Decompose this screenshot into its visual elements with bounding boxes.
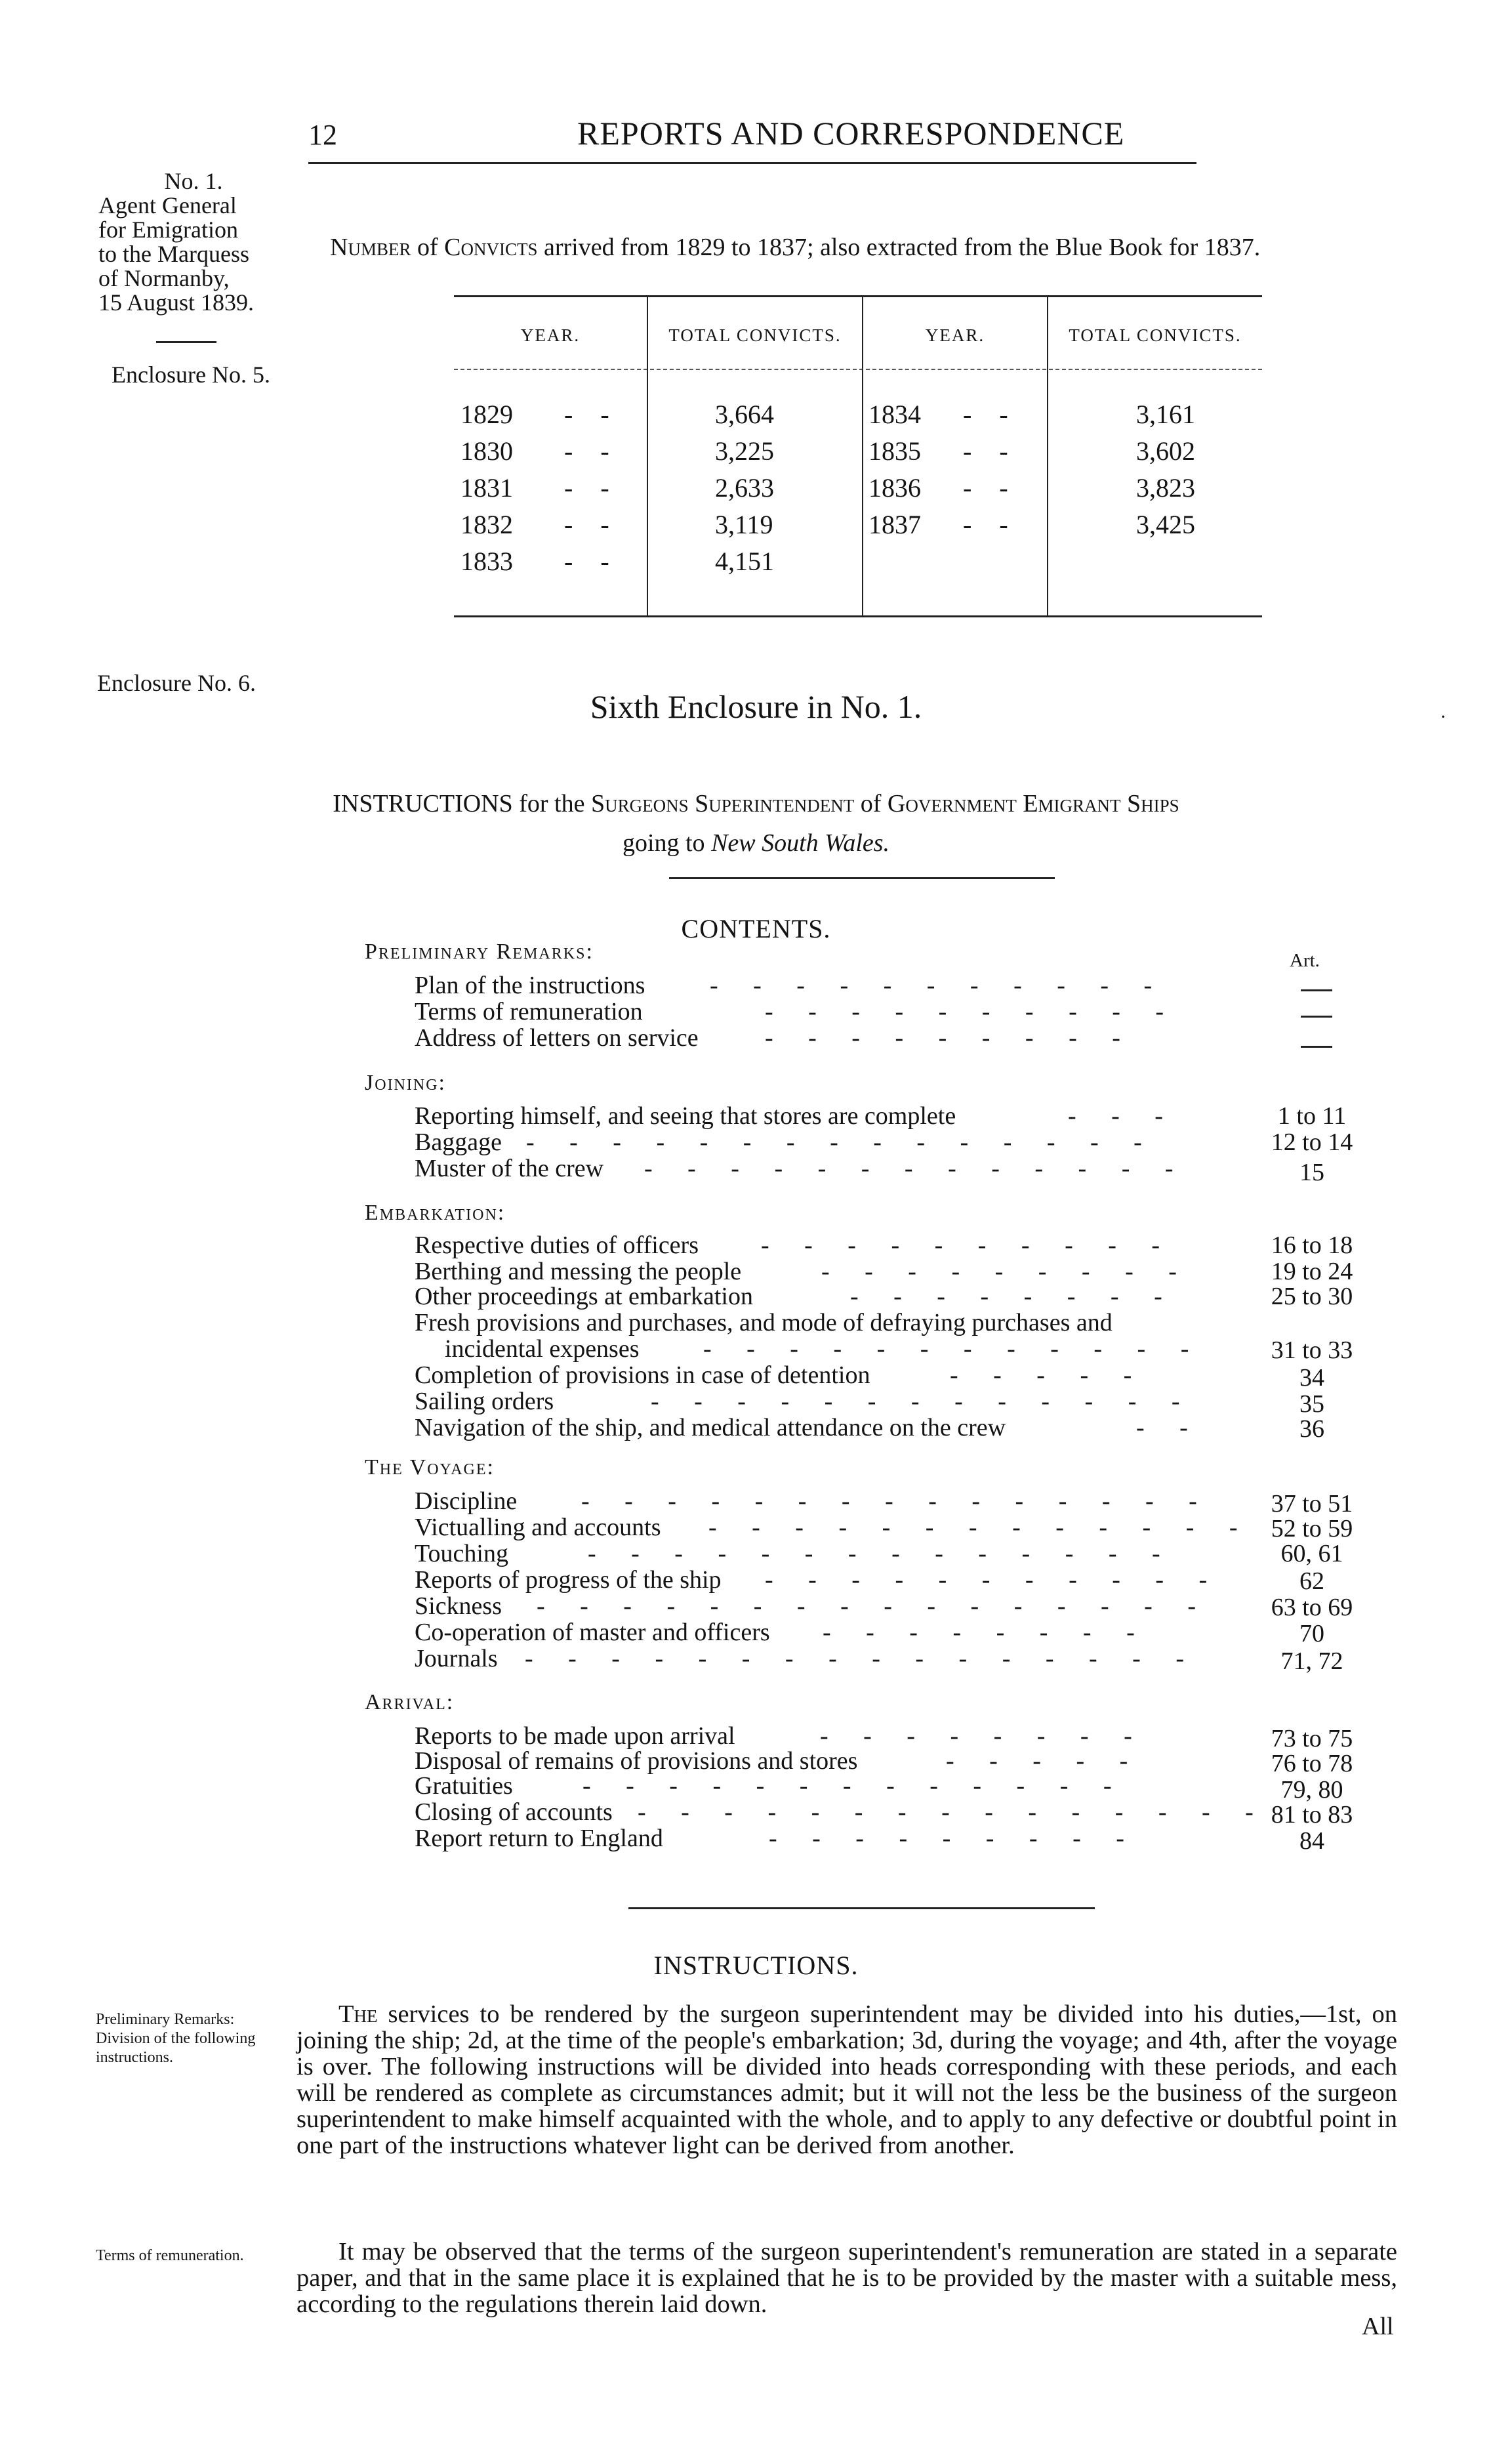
running-title: REPORTS AND CORRESPONDENCE <box>577 115 1125 152</box>
row-dashes: - - <box>564 436 620 466</box>
toc-leader: - - - - - - - - - - - - - - <box>588 1540 1175 1567</box>
section-arrival: Arrival: <box>365 1690 455 1714</box>
row-total: 3,425 <box>1136 510 1195 539</box>
col-header-year: YEAR. <box>520 325 581 345</box>
enclosure-title: Sixth Enclosure in No. 1. <box>590 688 922 725</box>
section-joining: Joining: <box>365 1071 446 1095</box>
row-total: 3,119 <box>715 510 773 539</box>
row-year: 1835 <box>868 436 921 466</box>
title-part: for the <box>512 790 591 817</box>
row-total: 3,602 <box>1136 436 1195 466</box>
toc-leader: - - - - - - - - <box>820 1722 1147 1750</box>
toc-item: Navigation of the ship, and medical attendance on the crew <box>415 1414 1006 1441</box>
row-year: 1831 <box>460 473 513 503</box>
toc-leader: - - - - - - - - - - - - - - - <box>638 1798 1268 1826</box>
toc-leader: - - - - - - - - - - - - - - - <box>526 1128 1156 1156</box>
toc-item: Journals <box>415 1645 498 1672</box>
toc-leader: - - - - - - - - <box>850 1283 1177 1310</box>
toc-item: Sickness <box>415 1592 502 1620</box>
toc-item: Other proceedings at embarkation <box>415 1283 753 1310</box>
toc-leader: - - - - - - - - - - - - - - - <box>581 1487 1212 1515</box>
toc-leader: - - - - - - - - - <box>821 1258 1191 1285</box>
toc-item: Gratuities <box>415 1772 513 1800</box>
toc-item: Reports of progress of the ship <box>415 1566 722 1594</box>
art-dash <box>1301 989 1332 991</box>
row-dashes: - - <box>564 547 620 576</box>
row-year: 1837 <box>868 510 921 539</box>
toc-leader: - - - - - - - - - - - - - <box>651 1388 1195 1415</box>
toc-leader: - - - - - - - - - - - - - <box>582 1772 1126 1800</box>
toc-leader: - - - - - <box>946 1747 1143 1775</box>
row-dashes: - - <box>564 400 620 429</box>
margin-line: 15 August 1839. <box>98 289 255 316</box>
row-year: 1834 <box>868 400 921 429</box>
side-note-preliminary <box>96 2010 255 2067</box>
toc-item-continued: incidental expenses <box>445 1335 640 1363</box>
enclosure-5-label: Enclosure No. 5. <box>112 362 270 388</box>
table-caption <box>330 233 1260 262</box>
toc-item: Reporting himself, and seeing that stores are complete <box>415 1102 956 1130</box>
caption-number: Number <box>330 234 411 261</box>
toc-art-ref: 79, 80 <box>1280 1776 1343 1804</box>
section-embarkation: Embarkation: <box>365 1201 506 1225</box>
toc-art-ref: 15 <box>1299 1159 1324 1186</box>
toc-item: Address of letters on service <box>415 1024 699 1052</box>
toc-art-ref: 71, 72 <box>1280 1647 1343 1675</box>
toc-art-ref: 34 <box>1299 1364 1324 1392</box>
row-year: 1829 <box>460 400 513 429</box>
art-column-label: Art. <box>1290 950 1320 971</box>
table-header-rule <box>454 369 1262 370</box>
section-divider <box>628 1907 1095 1909</box>
toc-art-ref: 1 to 11 <box>1277 1102 1347 1130</box>
toc-leader: - - - - - - - - - - - <box>765 1566 1222 1594</box>
toc-art-ref: 76 to 78 <box>1271 1750 1353 1777</box>
side-note-line: Preliminary Remarks: <box>96 2011 235 2028</box>
row-year: 1832 <box>460 510 513 539</box>
row-dashes: - - <box>963 436 1019 466</box>
header-rule <box>308 162 1196 164</box>
toc-leader: - - - - - - - - - - - - <box>703 1335 1204 1363</box>
toc-item: Muster of the crew <box>415 1155 604 1182</box>
para1-text: services to be rendered by the surgeon superintendent may be divided into his duties,—1st, on joining the ship; 2d, at the time of the people's embarkation; 3d, during the voyage; and 4th, after the voyage is over. The following instructions will be divided into heads corresponding with these periods, and each will be rendered as complete as circumstances admit; but it will not the less be the business of the surgeon superintendent to make himself acquainted with the whole, and to apply to any defective or doubtful point in one part of the instructions whatever light can be derived from another. <box>296 2000 1397 2159</box>
margin-line: Agent General <box>98 192 237 218</box>
row-year: 1833 <box>460 547 513 576</box>
toc-item: Reports to be made upon arrival <box>415 1722 735 1750</box>
paragraph-2: It may be observed that the terms of the surgeon superintendent's remuneration are stated in a separate paper, and that in the same place it is explained that he is to be provided by the master with a suitable mess, according to the regulations therein laid down. <box>296 2238 1397 2318</box>
title-part: Surgeons Superintendent <box>590 790 855 817</box>
toc-art-ref: 70 <box>1299 1620 1324 1647</box>
col-header-total: TOTAL CONVICTS. <box>1069 325 1242 345</box>
toc-item: Respective duties of officers <box>415 1231 699 1259</box>
toc-art-ref: 19 to 24 <box>1271 1258 1353 1285</box>
row-total: 3,664 <box>715 400 774 429</box>
row-year: 1836 <box>868 473 921 503</box>
toc-art-ref: 73 to 75 <box>1271 1725 1353 1752</box>
instructions-title <box>0 784 1512 863</box>
caption-rest: arrived from 1829 to 1837; also extracted from the Blue Book for 1837. <box>537 234 1261 261</box>
row-dashes: - - <box>963 473 1019 503</box>
row-dashes: - - <box>963 510 1019 539</box>
toc-art-ref: 63 to 69 <box>1271 1594 1353 1621</box>
toc-art-ref: 60, 61 <box>1280 1540 1343 1567</box>
toc-item: Discipline <box>415 1487 518 1515</box>
row-dashes: - - <box>564 510 620 539</box>
toc-item: Berthing and messing the people <box>415 1258 742 1285</box>
toc-art-ref: 37 to 51 <box>1271 1490 1353 1518</box>
title-part: of <box>854 790 888 817</box>
page-number: 12 <box>308 119 337 151</box>
toc-art-ref: 31 to 33 <box>1271 1336 1353 1364</box>
table-top-rule <box>454 295 1262 297</box>
margin-doc-reference <box>98 169 289 315</box>
toc-item: Plan of the instructions <box>415 972 645 999</box>
toc-leader: - - - - - <box>950 1361 1147 1389</box>
margin-rule <box>156 341 216 343</box>
toc-leader: - - - - - - - - - - - - - <box>708 1514 1252 1541</box>
toc-leader: - - - - - - - - - - <box>761 1231 1175 1259</box>
toc-leader: - - - - - - - - - - <box>765 998 1179 1025</box>
title-part: Government Emigrant Ships <box>887 790 1179 817</box>
toc-art-ref: 36 <box>1299 1415 1324 1443</box>
instructions-title-line2 <box>0 823 1512 863</box>
col-header-year: YEAR. <box>925 325 985 345</box>
toc-leader: - - - - - - - - - - - <box>710 972 1167 999</box>
title-part: INSTRUCTIONS <box>333 790 513 817</box>
row-total: 4,151 <box>715 547 774 576</box>
toc-item: Baggage <box>415 1128 502 1156</box>
section-the-voyage: The Voyage: <box>365 1455 495 1479</box>
margin-line: to the Marquess <box>98 241 249 267</box>
toc-item: Sailing orders <box>415 1388 554 1415</box>
toc-leader: - - - - - - - - - - - - - - - - <box>537 1592 1210 1620</box>
convicts-table <box>454 295 1262 621</box>
toc-item: Co-operation of master and officers <box>415 1619 770 1646</box>
toc-leader: - - - <box>1068 1102 1177 1130</box>
toc-item: Terms of remuneration <box>415 998 643 1025</box>
row-total: 3,161 <box>1136 400 1195 429</box>
toc-art-ref: 35 <box>1299 1390 1324 1418</box>
toc-item: Report return to England <box>415 1825 663 1852</box>
contents-heading: CONTENTS. <box>681 914 831 943</box>
row-total: 2,633 <box>715 473 774 503</box>
row-dashes: - - <box>963 400 1019 429</box>
paragraph-1 <box>296 2001 1397 2159</box>
toc-leader: - - - - - - - - - - - - - - - - <box>525 1645 1198 1672</box>
table-bottom-rule <box>454 615 1262 617</box>
toc-leader: - - - - - - - - <box>823 1619 1149 1646</box>
margin-line: for Emigration <box>98 217 238 243</box>
side-note-line: Division of the following <box>96 2030 256 2047</box>
side-note-terms: Terms of remuneration. <box>96 2247 244 2264</box>
caption-convicts: Convicts <box>444 234 538 261</box>
toc-art-ref: 12 to 14 <box>1271 1128 1353 1156</box>
art-dash <box>1301 1046 1332 1048</box>
title-part: New South Wales. <box>711 829 890 857</box>
toc-art-ref: 16 to 18 <box>1271 1231 1353 1259</box>
margin-line: of Normanby, <box>98 265 230 291</box>
margin-line: No. 1. <box>164 168 223 194</box>
row-total: 3,823 <box>1136 473 1195 503</box>
toc-item: Victualling and accounts <box>415 1514 661 1541</box>
toc-item: Fresh provisions and purchases, and mode of defraying purchases and <box>415 1309 1113 1336</box>
title-rule <box>669 877 1055 879</box>
side-note-line: instructions. <box>96 2049 173 2066</box>
toc-leader: - - - - - - - - - <box>769 1825 1139 1852</box>
toc-item: Closing of accounts <box>415 1798 613 1826</box>
caption-of: of <box>411 234 445 261</box>
toc-leader: - - <box>1136 1414 1202 1441</box>
instructions-heading: INSTRUCTIONS. <box>653 1951 859 1980</box>
row-year: 1830 <box>460 436 513 466</box>
art-dash <box>1301 1016 1332 1018</box>
row-total: 3,225 <box>715 436 774 466</box>
toc-art-ref: 84 <box>1299 1827 1324 1855</box>
para1-first-word: The <box>338 2000 378 2028</box>
instructions-title-line1 <box>0 784 1512 823</box>
title-part: going to <box>622 829 712 857</box>
catchword: All <box>1362 2313 1394 2340</box>
toc-art-ref: 52 to 59 <box>1271 1515 1353 1542</box>
row-dashes: - - <box>564 473 620 503</box>
enclosure-6-label: Enclosure No. 6. <box>97 670 256 696</box>
toc-item: Touching <box>415 1540 508 1567</box>
section-preliminary-remarks: Preliminary Remarks: <box>365 940 594 964</box>
toc-art-ref: 81 to 83 <box>1271 1801 1353 1829</box>
toc-art-ref: 62 <box>1299 1567 1324 1595</box>
toc-item: Disposal of remains of provisions and stores <box>415 1747 858 1775</box>
toc-leader: - - - - - - - - - <box>765 1024 1135 1052</box>
toc-item: Completion of provisions in case of detention <box>415 1361 870 1389</box>
toc-art-ref: 25 to 30 <box>1271 1283 1353 1310</box>
toc-leader: - - - - - - - - - - - - - <box>644 1155 1188 1182</box>
stray-dot: · <box>1440 706 1446 728</box>
col-header-total: TOTAL CONVICTS. <box>668 325 842 345</box>
